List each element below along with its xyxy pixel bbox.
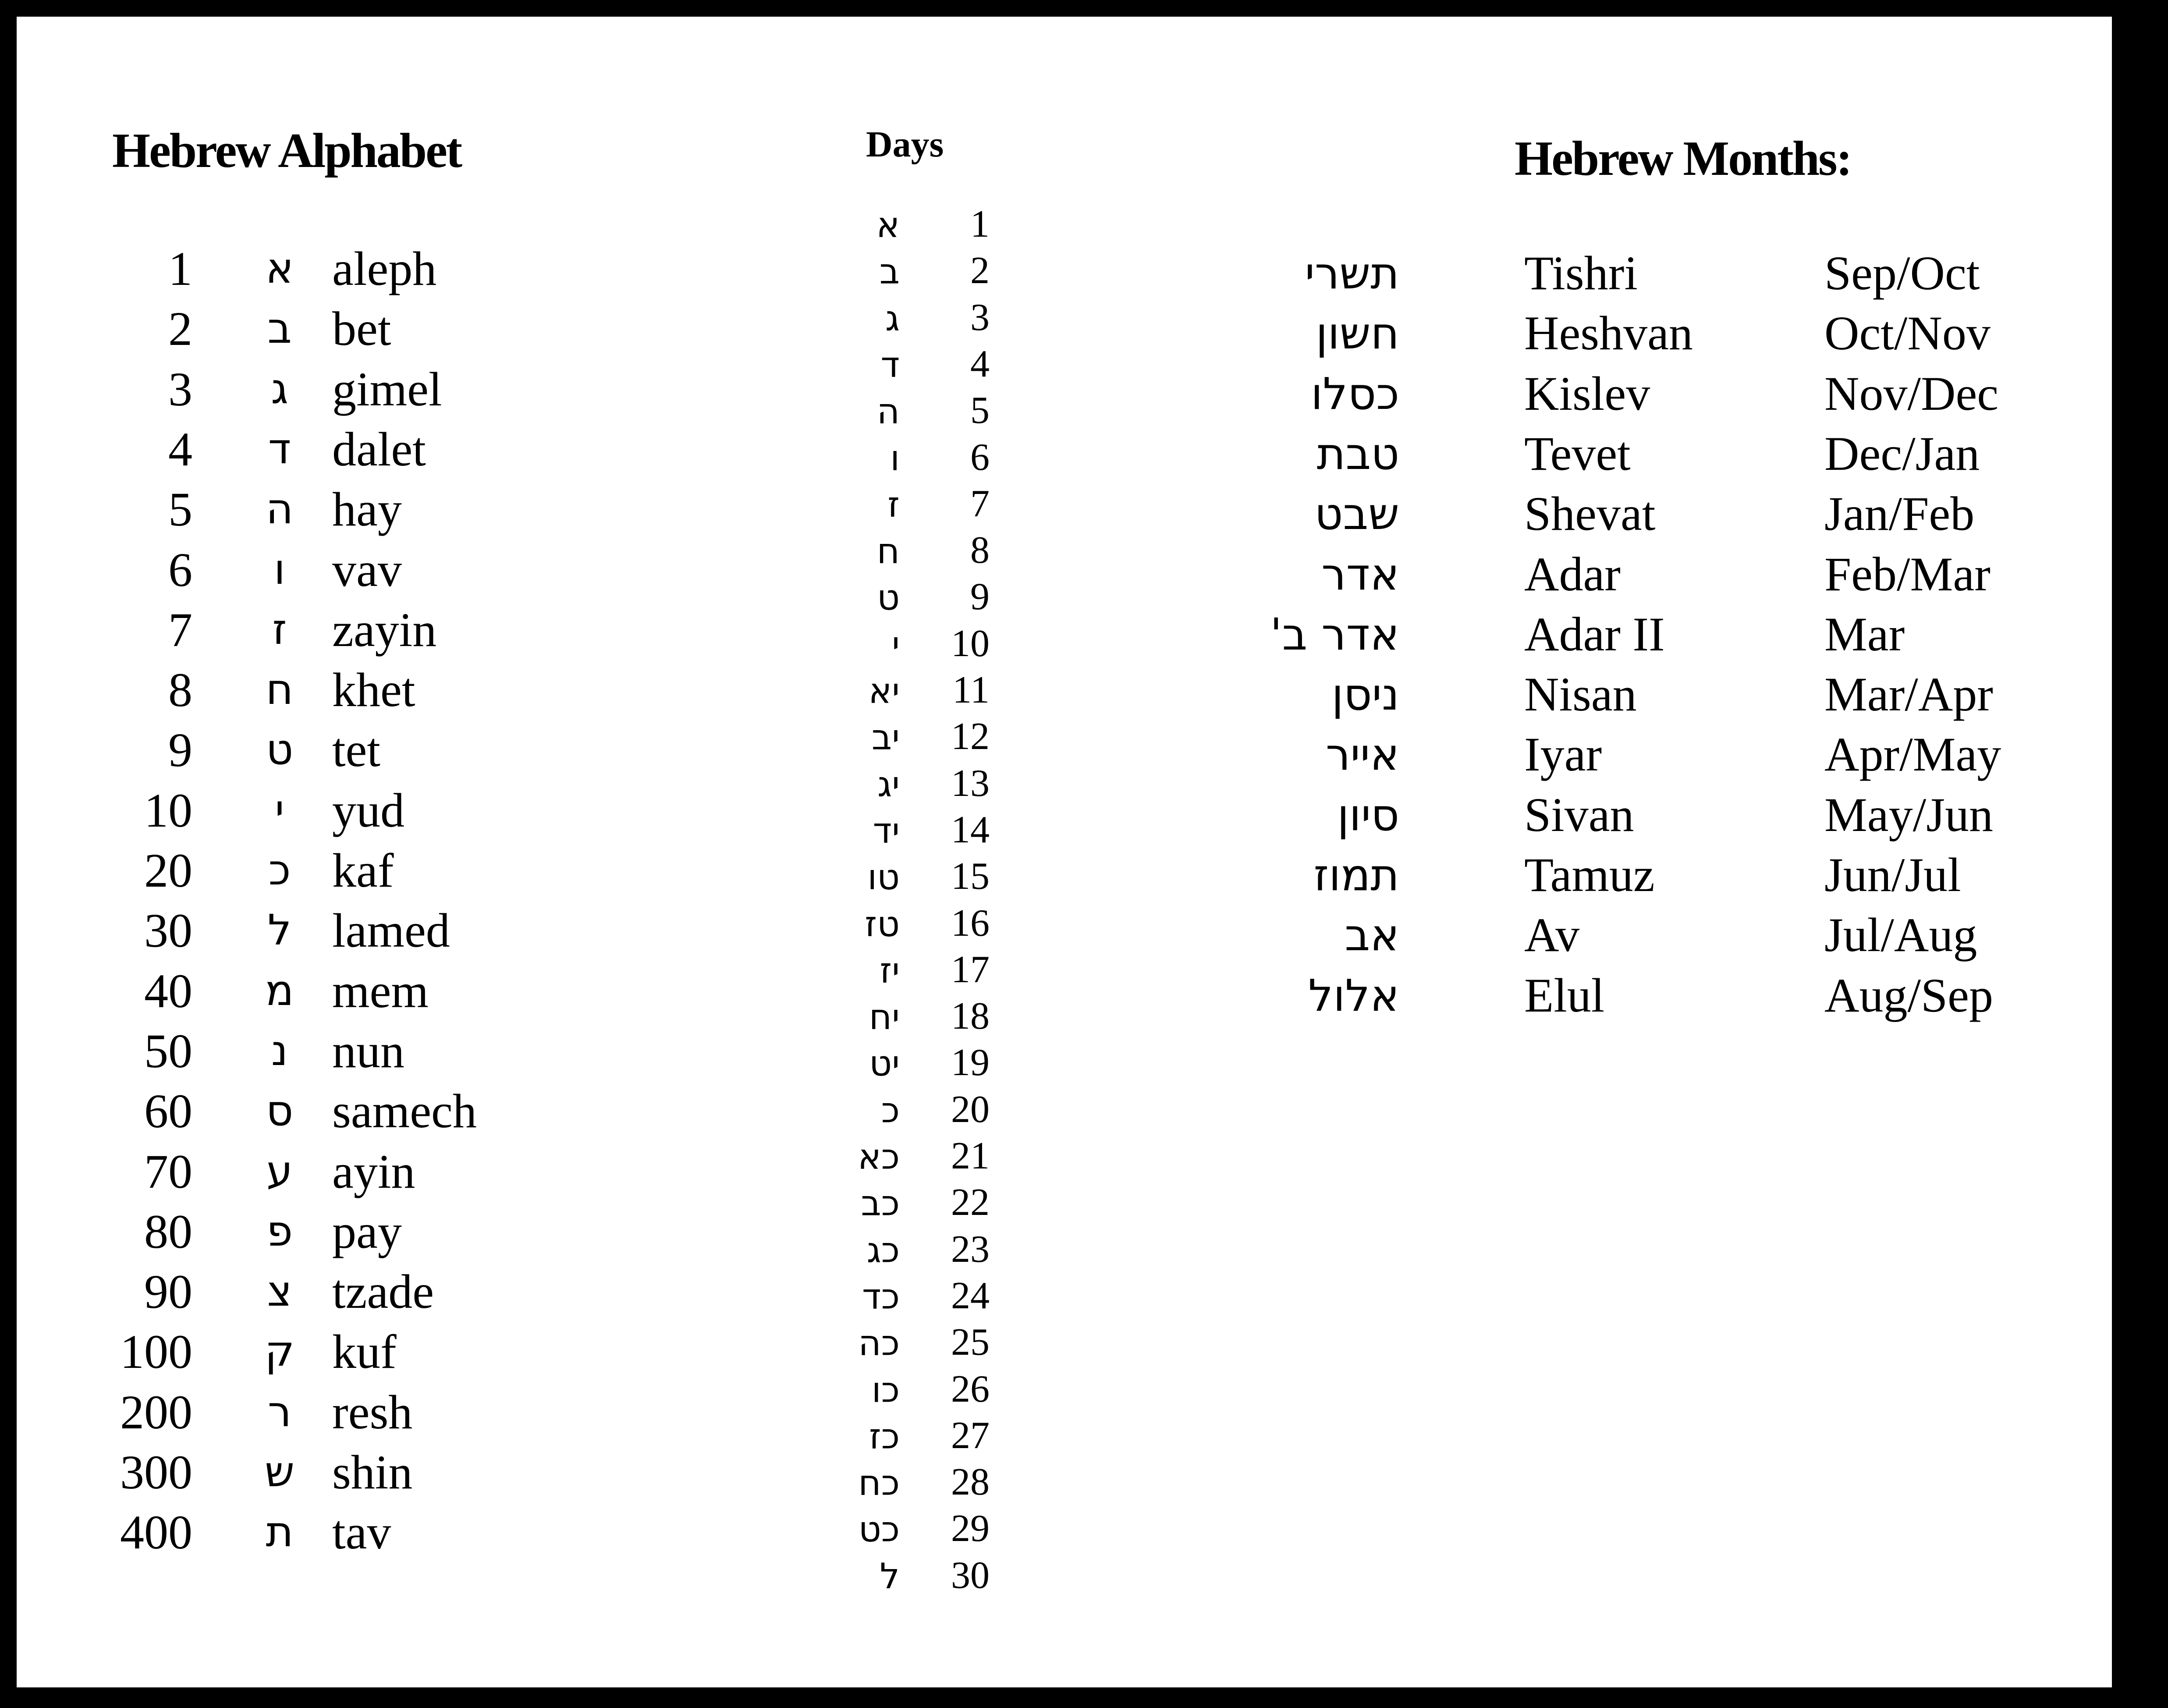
- month-gregorian: Jun/Jul: [1824, 848, 1961, 902]
- month-hebrew: אלול: [1308, 970, 1399, 1021]
- day-row: [762, 1323, 1068, 1370]
- month-row: [1244, 547, 2076, 610]
- month-row: [1244, 848, 2076, 911]
- month-gregorian: Oct/Nov: [1824, 306, 1991, 360]
- day-number: 17: [951, 948, 990, 991]
- alphabet-row: [17, 543, 586, 606]
- alphabet-letter: ת: [266, 1507, 294, 1556]
- alphabet-letter-name: zayin: [332, 603, 437, 657]
- day-hebrew: ז: [887, 484, 900, 525]
- day-hebrew: כח: [858, 1463, 900, 1503]
- alphabet-letter-name: khet: [332, 663, 415, 717]
- month-hebrew: אדר ב': [1270, 609, 1399, 660]
- alphabet-letter-name: gimel: [332, 362, 442, 416]
- day-hebrew: ה: [876, 391, 900, 432]
- day-hebrew: כא: [858, 1136, 900, 1177]
- alphabet-number: 9: [168, 723, 192, 777]
- day-hebrew: כד: [862, 1276, 900, 1317]
- day-number: 26: [951, 1368, 990, 1410]
- day-hebrew: יט: [869, 1043, 900, 1084]
- alphabet-row: [17, 1445, 586, 1508]
- day-hebrew: כ: [881, 1090, 900, 1131]
- alphabet-letter: ח: [266, 665, 294, 714]
- month-hebrew: סיון: [1337, 789, 1399, 841]
- day-hebrew: כה: [858, 1323, 900, 1364]
- month-row: [1244, 971, 2076, 1031]
- alphabet-letter: מ: [265, 966, 294, 1015]
- month-name: Sivan: [1524, 788, 1634, 842]
- alphabet-row: [17, 362, 586, 425]
- month-row: [1244, 788, 2076, 851]
- month-row: [1244, 306, 2076, 369]
- alphabet-letter: ג: [271, 364, 288, 413]
- day-row: [762, 811, 1068, 857]
- month-name: Kislev: [1524, 367, 1650, 420]
- day-number: 13: [951, 762, 990, 805]
- month-name: Nisan: [1524, 668, 1637, 721]
- alphabet-letter-name: pay: [332, 1205, 402, 1258]
- alphabet-number: 10: [144, 784, 192, 837]
- day-hebrew: י: [892, 624, 900, 665]
- months-title: Hebrew Months:: [1515, 131, 1851, 186]
- alphabet-number: 200: [120, 1385, 192, 1439]
- month-hebrew: ניסן: [1331, 669, 1399, 720]
- month-name: Heshvan: [1524, 306, 1693, 360]
- month-hebrew: שבט: [1314, 488, 1399, 540]
- alphabet-row: [17, 302, 586, 365]
- alphabet-number: 1: [168, 242, 192, 295]
- alphabet-letter: ו: [273, 545, 286, 594]
- month-hebrew: אדר: [1321, 549, 1399, 600]
- day-number: 25: [951, 1321, 990, 1364]
- alphabet-letter: ה: [266, 484, 294, 533]
- day-row: [762, 948, 1068, 997]
- month-row: [1244, 487, 2076, 550]
- alphabet-letter-name: hay: [332, 483, 402, 536]
- month-name: Iyar: [1524, 728, 1602, 781]
- day-number: 11: [952, 669, 990, 711]
- month-row: [1244, 730, 2076, 790]
- alphabet-row: [17, 723, 586, 786]
- month-name: Tamuz: [1524, 848, 1655, 902]
- day-number: 12: [951, 715, 990, 758]
- day-hebrew: יח: [869, 997, 900, 1037]
- alphabet-letter-name: kuf: [332, 1325, 397, 1378]
- day-hebrew: יד: [873, 810, 900, 851]
- alphabet-letter-name: ayin: [332, 1145, 415, 1198]
- alphabet-number: 7: [168, 603, 192, 657]
- alphabet-letter-name: bet: [332, 302, 391, 355]
- alphabet-letter-name: kaf: [332, 844, 394, 897]
- alphabet-letter: ל: [267, 905, 292, 955]
- alphabet-number: 30: [144, 904, 192, 957]
- month-gregorian: May/Jun: [1824, 788, 1993, 842]
- alphabet-letter-name: shin: [332, 1445, 413, 1499]
- alphabet-letter: ס: [266, 1086, 294, 1135]
- alphabet-letter: ז: [272, 605, 287, 654]
- alphabet-number: 3: [168, 362, 192, 416]
- alphabet-number: 70: [144, 1145, 192, 1198]
- day-number: 16: [951, 902, 990, 945]
- day-row: [762, 391, 1068, 438]
- month-hebrew: טבת: [1316, 428, 1399, 479]
- day-number: 3: [970, 296, 990, 339]
- alphabet-letter: פ: [266, 1207, 293, 1256]
- day-row: [762, 904, 1068, 951]
- day-row: [762, 1509, 1068, 1556]
- alphabet-letter-name: tet: [332, 723, 380, 777]
- alphabet-letter-name: resh: [332, 1385, 413, 1439]
- alphabet-letter-name: nun: [332, 1024, 405, 1078]
- alphabet-number: 40: [144, 964, 192, 1018]
- alphabet-letter-name: aleph: [332, 242, 437, 295]
- day-row: [762, 1183, 1068, 1230]
- month-gregorian: Dec/Jan: [1824, 427, 1980, 480]
- alphabet-number: 60: [144, 1084, 192, 1138]
- day-hebrew: יב: [871, 717, 900, 758]
- day-row: [762, 1090, 1068, 1137]
- day-hebrew: ל: [880, 1556, 900, 1597]
- alphabet-number: 90: [144, 1265, 192, 1318]
- day-number: 27: [951, 1414, 990, 1457]
- day-hebrew: יג: [877, 764, 900, 805]
- day-row: [762, 717, 1068, 764]
- alphabet-letter: ר: [267, 1387, 292, 1436]
- alphabet-row: [17, 1207, 586, 1268]
- day-hebrew: כג: [866, 1230, 900, 1271]
- alphabet-number: 100: [120, 1325, 192, 1378]
- alphabet-row: [17, 1325, 586, 1388]
- day-number: 29: [951, 1507, 990, 1550]
- day-row: [762, 1414, 1068, 1463]
- day-number: 19: [951, 1041, 990, 1084]
- alphabet-number: 6: [168, 543, 192, 597]
- day-hebrew: ח: [876, 531, 900, 572]
- month-gregorian: Nov/Dec: [1824, 367, 1999, 420]
- day-row: [762, 345, 1068, 391]
- alphabet-letter-name: yud: [332, 784, 405, 837]
- day-row: [762, 1230, 1068, 1277]
- alphabet-letter: י: [275, 785, 284, 834]
- month-hebrew: תמוז: [1313, 849, 1399, 901]
- day-hebrew: א: [876, 205, 900, 245]
- day-row: [762, 1370, 1068, 1417]
- day-row: [762, 671, 1068, 717]
- day-number: 1: [970, 203, 990, 245]
- month-gregorian: Jan/Feb: [1824, 487, 1975, 540]
- day-row: [762, 764, 1068, 811]
- day-hebrew: ג: [885, 298, 900, 339]
- month-name: Shevat: [1524, 487, 1656, 540]
- month-name: Tevet: [1524, 427, 1631, 480]
- day-row: [762, 438, 1068, 485]
- day-number: 23: [951, 1228, 990, 1271]
- day-hebrew: טז: [865, 904, 900, 945]
- month-name: Elul: [1524, 969, 1605, 1022]
- day-hebrew: ב: [879, 251, 900, 292]
- day-hebrew: טו: [867, 857, 900, 898]
- day-row: [762, 1463, 1068, 1509]
- alphabet-letter: ע: [266, 1147, 293, 1196]
- month-row: [1244, 246, 2076, 309]
- day-number: 15: [951, 855, 990, 898]
- day-hebrew: כב: [861, 1183, 900, 1224]
- month-name: Adar: [1524, 547, 1621, 601]
- alphabet-row: [17, 1024, 586, 1087]
- day-number: 5: [970, 389, 990, 432]
- month-row: [1244, 908, 2076, 971]
- alphabet-row: [17, 1084, 586, 1147]
- day-row: [762, 575, 1068, 624]
- alphabet-number: 400: [120, 1506, 192, 1559]
- day-row: [762, 857, 1068, 904]
- day-number: 18: [951, 995, 990, 1037]
- alphabet-letter: ד: [268, 424, 291, 473]
- month-hebrew: אייר: [1325, 729, 1399, 780]
- day-hebrew: כו: [871, 1370, 900, 1410]
- alphabet-number: 2: [168, 302, 192, 355]
- alphabet-row: [17, 425, 586, 485]
- day-row: [762, 997, 1068, 1044]
- day-row: [762, 1041, 1068, 1090]
- alphabet-row: [17, 786, 586, 846]
- alphabet-letter: א: [265, 244, 294, 293]
- alphabet-letter: ק: [264, 1327, 295, 1376]
- day-number: 9: [970, 575, 990, 618]
- day-number: 24: [951, 1275, 990, 1317]
- alphabet-letter: ט: [266, 725, 294, 774]
- day-number: 14: [951, 809, 990, 851]
- month-hebrew: אב: [1345, 909, 1399, 961]
- alphabet-row: [17, 242, 586, 305]
- day-row: [762, 1277, 1068, 1323]
- day-row: [762, 249, 1068, 298]
- month-hebrew: תשרי: [1305, 248, 1399, 299]
- month-gregorian: Apr/May: [1824, 728, 2001, 781]
- day-hebrew: כט: [858, 1509, 900, 1550]
- day-row: [762, 1137, 1068, 1183]
- month-row: [1244, 607, 2076, 670]
- alphabet-letter: ב: [267, 304, 292, 353]
- alphabet-letter: נ: [271, 1026, 288, 1075]
- month-gregorian: Aug/Sep: [1824, 969, 1993, 1022]
- day-row: [762, 205, 1068, 252]
- day-hebrew: יז: [880, 950, 900, 991]
- day-row: [762, 298, 1068, 345]
- alphabet-letter-name: vav: [332, 543, 402, 597]
- month-name: Av: [1524, 908, 1580, 962]
- alphabet-letter-name: lamed: [332, 904, 450, 957]
- alphabet-number: 50: [144, 1024, 192, 1078]
- day-number: 20: [951, 1088, 990, 1131]
- month-row: [1244, 369, 2076, 430]
- day-number: 7: [970, 483, 990, 525]
- month-gregorian: Mar: [1824, 607, 1905, 661]
- alphabet-letter-name: mem: [332, 964, 429, 1018]
- day-hebrew: ו: [890, 438, 900, 479]
- day-row: [762, 1556, 1068, 1603]
- document-page: [17, 17, 2112, 1687]
- day-number: 6: [970, 436, 990, 479]
- days-title: Days: [866, 124, 944, 165]
- alphabet-row: [17, 663, 586, 726]
- day-row: [762, 485, 1068, 531]
- day-number: 21: [951, 1135, 990, 1177]
- month-row: [1244, 670, 2076, 730]
- month-hebrew: כסלו: [1311, 368, 1399, 419]
- month-name: Adar II: [1524, 607, 1665, 661]
- day-number: 28: [951, 1461, 990, 1503]
- alphabet-row: [17, 485, 586, 545]
- day-hebrew: כז: [869, 1416, 900, 1457]
- day-number: 2: [970, 249, 990, 292]
- alphabet-number: 5: [168, 483, 192, 536]
- day-row: [762, 531, 1068, 578]
- alphabet-letter-name: dalet: [332, 423, 426, 476]
- alphabet-letter: צ: [267, 1267, 292, 1316]
- alphabet-number: 300: [120, 1445, 192, 1499]
- month-gregorian: Feb/Mar: [1824, 547, 1991, 601]
- alphabet-number: 8: [168, 663, 192, 717]
- alphabet-row: [17, 964, 586, 1027]
- month-row: [1244, 427, 2076, 490]
- alphabet-letter: ש: [264, 1447, 295, 1496]
- day-hebrew: יא: [868, 671, 900, 711]
- day-hebrew: ט: [877, 577, 900, 618]
- alphabet-row: [17, 1385, 586, 1448]
- day-number: 8: [970, 529, 990, 572]
- alphabet-letter-name: tzade: [332, 1265, 434, 1318]
- alphabet-row: [17, 1508, 586, 1568]
- day-number: 30: [951, 1554, 990, 1597]
- alphabet-number: 20: [144, 844, 192, 897]
- day-row: [762, 622, 1068, 671]
- day-number: 4: [970, 343, 990, 385]
- month-gregorian: Jul/Aug: [1824, 908, 1977, 962]
- alphabet-number: 80: [144, 1205, 192, 1258]
- alphabet-row: [17, 603, 586, 666]
- alphabet-title: Hebrew Alphabet: [112, 124, 461, 178]
- month-hebrew: חשון: [1316, 308, 1399, 359]
- alphabet-letter: כ: [268, 845, 291, 895]
- month-gregorian: Sep/Oct: [1824, 246, 1980, 300]
- alphabet-number: 4: [168, 423, 192, 476]
- month-gregorian: Mar/Apr: [1824, 668, 1993, 721]
- alphabet-letter-name: samech: [332, 1084, 477, 1138]
- alphabet-letter-name: tav: [332, 1506, 391, 1559]
- alphabet-row: [17, 1265, 586, 1328]
- day-number: 10: [951, 622, 990, 665]
- alphabet-row: [17, 906, 586, 966]
- day-hebrew: ד: [880, 344, 900, 385]
- day-number: 22: [951, 1181, 990, 1224]
- month-name: Tishri: [1524, 246, 1638, 300]
- alphabet-row: [17, 1147, 586, 1207]
- alphabet-row: [17, 846, 586, 906]
